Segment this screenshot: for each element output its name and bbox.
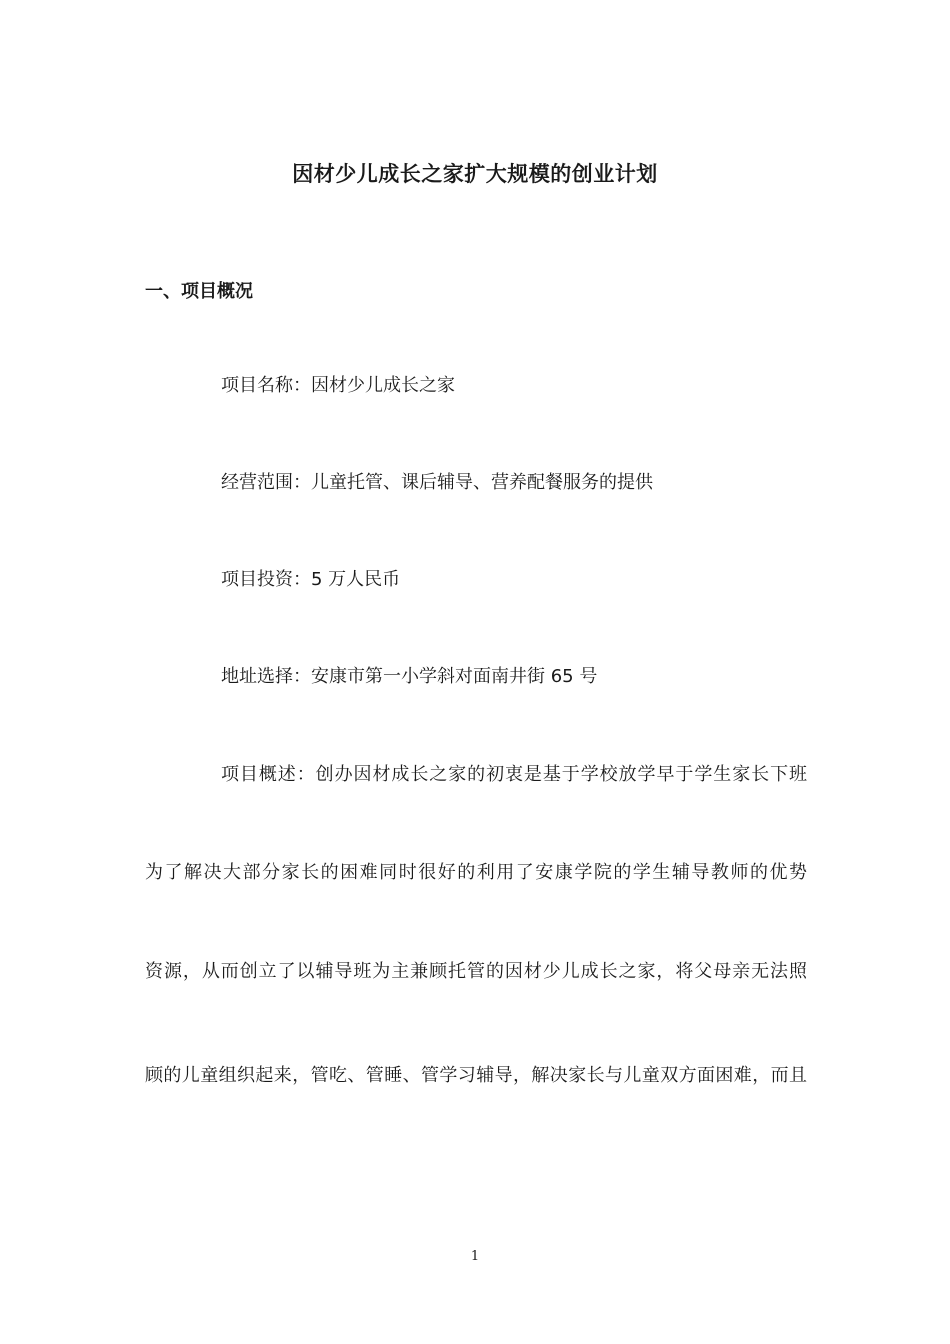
overview-paragraph-line: 顾的儿童组织起来，管吃、管睡、管学习辅导，解决家长与儿童双方面困难，而且 bbox=[145, 1065, 807, 1086]
overview-paragraph-line: 为了解决大部分家长的困难同时很好的利用了安康学院的学生辅导教师的优势 bbox=[145, 862, 807, 883]
document-title: 因材少儿成长之家扩大规模的创业计划 bbox=[292, 162, 658, 186]
address-field: 地址选择：安康市第一小学斜对面南井街 65 号 bbox=[221, 666, 598, 687]
investment-field: 项目投资：5 万人民币 bbox=[221, 569, 401, 590]
overview-paragraph-line: 项目概述：创办因材成长之家的初衷是基于学校放学早于学生家长下班 bbox=[221, 764, 807, 785]
business-scope-field: 经营范围：儿童托管、课后辅导、营养配餐服务的提供 bbox=[221, 472, 653, 493]
project-name-field: 项目名称：因材少儿成长之家 bbox=[221, 375, 455, 396]
overview-paragraph-line: 资源，从而创立了以辅导班为主兼顾托管的因材少儿成长之家，将父母亲无法照 bbox=[145, 961, 807, 982]
page-number: 1 bbox=[470, 1249, 480, 1264]
section-heading: 一、项目概况 bbox=[145, 281, 253, 302]
